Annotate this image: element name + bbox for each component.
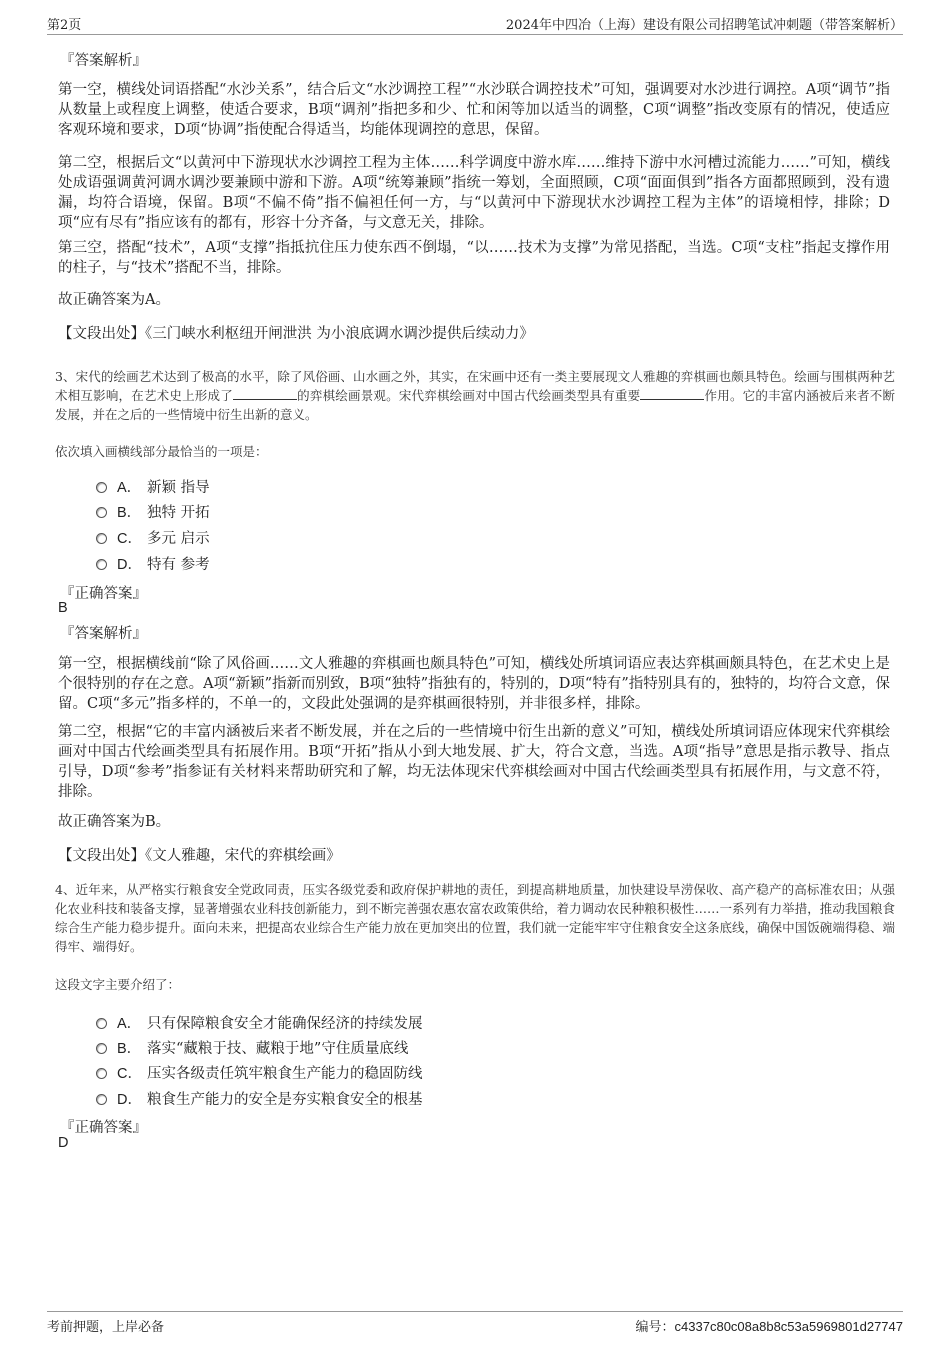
option-letter: B．: [117, 505, 142, 521]
option-text: 特有 参考: [147, 557, 210, 573]
q2-conclusion: 故正确答案为A。: [58, 292, 170, 308]
radio-icon[interactable]: [96, 559, 107, 570]
q3-stem-part2: 的弈棋绘画景观。宋代弈棋绘画对中国古代绘画类型具有重要: [296, 388, 641, 403]
source-text: 《三门峡水利枢纽开闸泄洪 为小浪底调水调沙提供后续动力》: [145, 326, 534, 342]
code-label: 编号：: [635, 1320, 675, 1335]
q3-answer-label: 『正确答案』: [60, 586, 147, 602]
option-letter: D．: [117, 557, 142, 573]
source-label: 【文段出处】: [58, 848, 145, 864]
q4-answer: D: [58, 1135, 69, 1151]
option-letter: B．: [117, 1041, 142, 1057]
q2-analysis-label: 『答案解析』: [60, 53, 147, 69]
blank-2: [640, 387, 704, 400]
radio-icon[interactable]: [96, 482, 107, 493]
option-letter: D．: [117, 1092, 142, 1108]
radio-icon[interactable]: [96, 1018, 107, 1029]
blank-1: [233, 387, 297, 400]
q2-analysis-p2: 第二空，根据后文“以黄河中下游现状水沙调控工程为主体……科学调度中游水库……维持下游中水河槽过流能力……”可知，横线处成语强调黄河调水调沙要兼顾中游和下游。A项“统筹兼顾”指统一筹划，全面照顾，C项“面面俱到”指各方面都照顾到，没有遗漏，均符合语境，保留。B项“不偏不倚”指不偏袒任何一方，与“以黄河中下游现状水沙调控工程为主体”的语境相悖，排除；D项“应有尽有”指应该有的都有，形容十分齐备，与文意无关，排除。: [58, 155, 890, 231]
source-label: 【文段出处】: [58, 326, 145, 342]
source-text: 《文人雅趣，宋代的弈棋绘画》: [145, 848, 341, 864]
q3-source: [58, 846, 890, 866]
option-text: 新颖 指导: [147, 480, 210, 496]
q3-analysis-p1: 第一空，根据横线前“除了风俗画……文人雅趣的弈棋画也颇具特色”可知，横线处所填词语应表达弈棋画颇具特色，在艺术史上是个很特别的存在之意。A项“新颖”指新而别致，B项“独特”指独有的，特别的，D项“特有”指特别具有的，独特的，均符合文意，保留。C项“多元”指多样的，不单一的，文段此处强调的是弈棋画很特别，并非很多样，排除。: [58, 656, 890, 712]
option-text: 独特 开拓: [147, 505, 210, 521]
q2-analysis-p3: 第三空，搭配“技术”，A项“支撑”指抵抗住压力使东西不倒塌，“以……技术为支撑”为常见搭配，当选。C项“支柱”指起支撑作用的柱子，与“技术”搭配不当，排除。: [58, 240, 890, 276]
option-letter: C．: [117, 1066, 142, 1082]
q3-conclusion: 故正确答案为B。: [58, 814, 171, 830]
q4-prompt: 这段文字主要介绍了：: [55, 977, 181, 992]
option-text: 压实各级责任筑牢粮食生产能力的稳固防线: [147, 1066, 423, 1082]
q2-source: [58, 324, 890, 344]
radio-icon[interactable]: [96, 507, 107, 518]
q4-option-c[interactable]: [96, 1062, 423, 1082]
q3-answer: B: [58, 600, 68, 616]
code-value: c4337c80c08a8b8c53a5969801d27747: [674, 1319, 903, 1334]
q3-option-b[interactable]: [96, 501, 210, 521]
radio-icon[interactable]: [96, 1043, 107, 1054]
document-title: 2024年中四冶（上海）建设有限公司招聘笔试冲刺题（带答案解析）: [505, 18, 903, 33]
q4-option-a[interactable]: [96, 1012, 423, 1032]
footer-code: [636, 1316, 903, 1335]
q4-stem: 4、近年来，从严格实行粮食安全党政同责，压实各级党委和政府保护耕地的责任，到提高耕地质量，加快建设旱涝保收、高产稳产的高标准农田；从强化农业科技和装备支撑，显著增强农业科技创新能力，到不断完善强农惠农富农政策供给，着力调动农民种粮积极性……一系列有力举措，推动我国粮食综合生产能力稳步提升。面向未来，把提高农业综合生产能力放在更加突出的位置，我们就一定能牢牢守住粮食安全这条底线，确保中国饭碗端得稳、端得牢、端得好。: [55, 882, 895, 954]
q3-analysis-label: 『答案解析』: [60, 626, 147, 642]
page-footer: [47, 1311, 903, 1337]
q3-stem-part3: 作用。它的丰富内涵被后来者不断发展，并在之后的一些情境中衍生出新的意义。: [55, 388, 895, 422]
radio-icon[interactable]: [96, 533, 107, 544]
q2-analysis-p1: 第一空，横线处词语搭配“水沙关系”，结合后文“水沙调控工程”“水沙联合调控技术”可知，强调要对水沙进行调控。A项“调节”指从数量上或程度上调整，使适合要求，B项“调剂”指把多和少、忙和闲等加以适当的调整，C项“调整”指改变原有的情况，使适应客观环境和要求，D项“协调”指使配合得适当，均能体现调控的意思，保留。: [58, 82, 890, 138]
q3-prompt: 依次填入画横线部分最恰当的一项是：: [55, 444, 268, 459]
radio-icon[interactable]: [96, 1068, 107, 1079]
q3-option-c[interactable]: [96, 527, 210, 547]
page-number: 第2页: [47, 18, 82, 33]
option-letter: C．: [117, 531, 142, 547]
option-letter: A．: [117, 480, 142, 496]
option-text: 多元 启示: [147, 531, 210, 547]
q3-stem: [55, 367, 895, 424]
q4-option-d[interactable]: [96, 1088, 423, 1108]
option-text: 落实“藏粮于技、藏粮于地”守住质量底线: [147, 1041, 409, 1057]
option-letter: A．: [117, 1016, 142, 1032]
option-text: 粮食生产能力的安全是夯实粮食安全的根基: [147, 1092, 423, 1108]
radio-icon[interactable]: [96, 1094, 107, 1105]
option-text: 只有保障粮食安全才能确保经济的持续发展: [147, 1016, 423, 1032]
q3-analysis-p2: 第二空，根据“它的丰富内涵被后来者不断发展，并在之后的一些情境中衍生出新的意义”可知，横线处所填词语应体现宋代弈棋绘画对中国古代绘画类型具有拓展作用。B项“开拓”指从小到大地发展、扩大，符合文意，当选。A项“指导”意思是指示教导、指点引导，D项“参考”指参证有关材料来帮助研究和了解，均无法体现宋代弈棋绘画对中国古代绘画类型具有拓展作用，与文意不符，排除。: [58, 724, 890, 800]
q3-stem-part1: 3、宋代的绘画艺术达到了极高的水平，除了风俗画、山水画之外，其实，在宋画中还有一类主要展现文人雅趣的弈棋画也颇具特色。绘画与围棋两种艺术相互影响，在艺术史上形成了: [55, 369, 895, 403]
footer-slogan: 考前押题，上岸必备: [47, 1320, 165, 1335]
page-header: [47, 14, 903, 35]
q4-answer-label: 『正确答案』: [60, 1120, 147, 1136]
q3-option-d[interactable]: [96, 553, 210, 573]
q4-option-b[interactable]: [96, 1037, 408, 1057]
q3-option-a[interactable]: [96, 476, 210, 496]
